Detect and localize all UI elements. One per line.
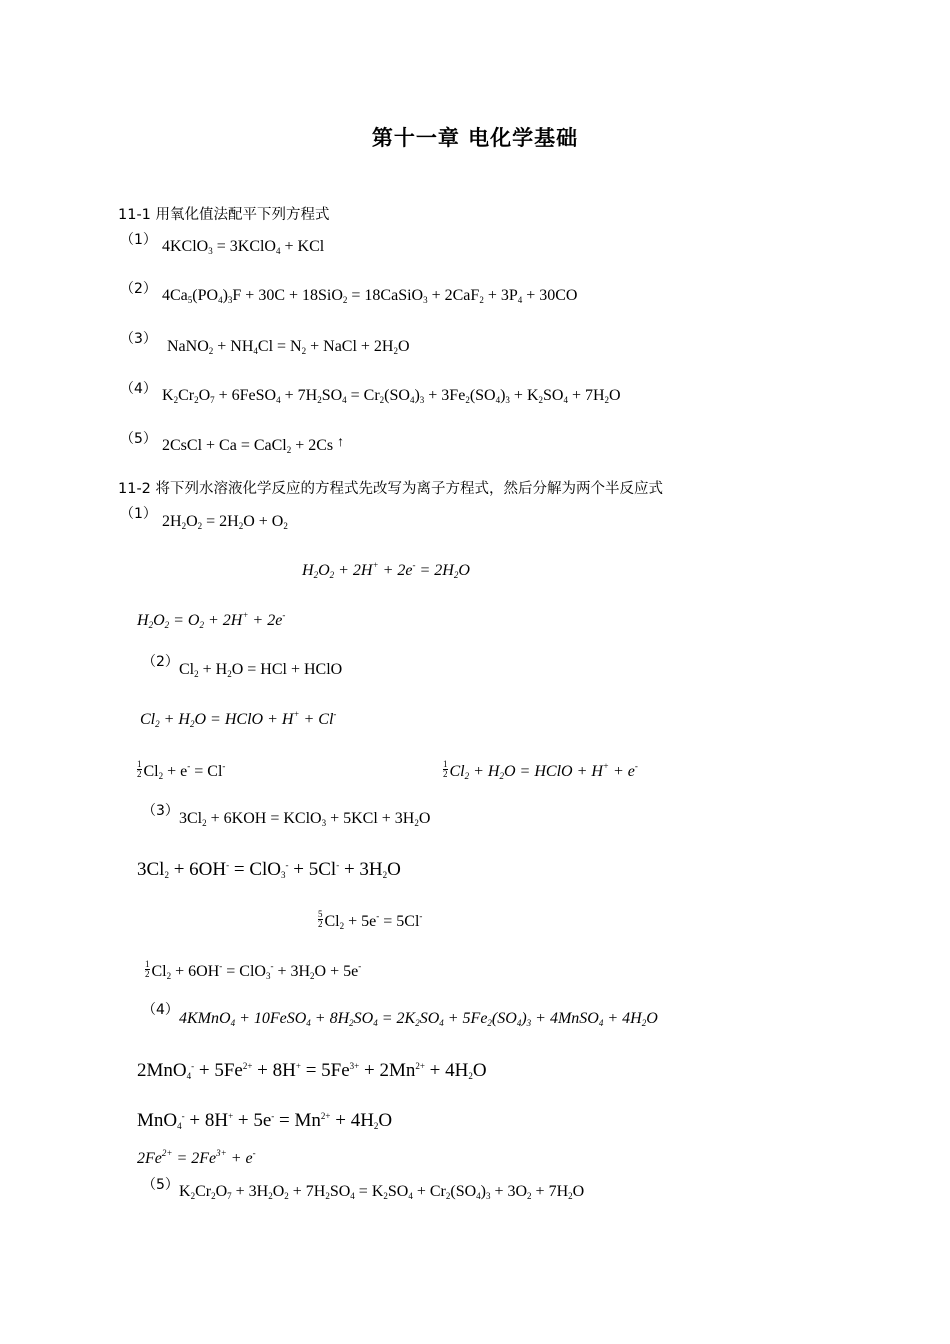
equation-11-2-5: $K_2Cr_2O_7 + 3H_2O_2 + 7H_2SO_4 = K_2SO_4 + Cr_2(SO_4)_3 + 3O_2 + 7H_2O$ — [179, 1183, 585, 1201]
item-number: （4） — [142, 1002, 179, 1018]
half-reaction: $\frac{5}{2}$ $Cl_2 + 5e^- = 5Cl^-$ — [318, 909, 423, 931]
equation-11-2-2: $Cl_2 + H_2O$ = HCl + HClO — [179, 661, 343, 679]
equation-11-2-4: 4KMnO$_4$ + 10FeSO$_4$ + $8H_2SO_4 = 2K_2SO_4 + 5Fe_2(SO_4)_3$ + 4MnSO$_4$ + $4H_2O$ — [179, 1010, 658, 1028]
equation-11-2-1: $2H_2O_2 = 2H_2O + O_2$ — [162, 513, 288, 531]
item-number: （2） — [120, 281, 157, 297]
half-reaction: $MnO_4^- + 8H^+ + 5e^- = Mn^{2+} + 4H_2O$ — [137, 1110, 393, 1131]
half-reaction: $H_2O_2 + 2H^+ + 2e^- = 2H_2O$ — [302, 560, 470, 580]
item-number: （2） — [142, 654, 179, 670]
ionic-equation: $3Cl_2 + 6OH^- = ClO_3^- + 5Cl^- + 3H_2O$ — [137, 859, 401, 880]
item-number: （3） — [120, 331, 157, 347]
item-number: （1） — [120, 506, 157, 522]
item-number: （5） — [120, 431, 157, 447]
half-reaction: $\frac{1}{2}$ $Cl_2 + 6OH^- = ClO_3^- + 3H_2O + 5e^-$ — [145, 959, 362, 981]
item-number: （3） — [142, 803, 179, 819]
equation-11-2-3: $3Cl_2 + 6KOH$ = KClO$_3$ + $5KCl + 3H_2O$ — [179, 810, 431, 828]
half-reaction: $H_2O_2 = O_2 + 2H^+ + 2e^-$ — [137, 610, 286, 630]
item-number: （1） — [120, 232, 157, 248]
ionic-equation: $2MnO_4^- + 5Fe^{2+} + 8H^+ = 5Fe^{3+} + 2Mn^{2+} + 4H_2O$ — [137, 1060, 487, 1081]
half-reaction: $\frac{1}{2}$ $Cl_2 + H_2O$ = HClO + H+ + e- — [443, 759, 638, 781]
item-number: （4） — [120, 381, 157, 397]
equation-11-1-5: 2CsCl + Ca = CaCl$_2$ + 2Cs ↑ — [162, 435, 345, 455]
question-11-1-heading: 11-1 用氧化值法配平下列方程式 — [118, 207, 330, 223]
item-number: （5） — [142, 1177, 179, 1193]
equation-11-1-2: $4Ca_5(PO_4)_3F + 30C + 18SiO_2$ = 18CaSiO$_3$ + $2CaF_2 + 3P_4 + 30CO$ — [162, 287, 578, 305]
question-11-2-heading: 11-2 将下列水溶液化学反应的方程式先改写为离子方程式，然后分解为两个半反应式 — [118, 481, 664, 497]
half-reaction: $\frac{1}{2}$ $Cl_2 + e^- = Cl^-$ — [137, 759, 226, 781]
equation-11-1-4: $K_2Cr_2O_7$ + 6FeSO$_4$ + $7H_2SO_4 = Cr_2(SO_4)_3 + 3Fe_2(SO_4)_3 + K_2SO_4 + 7H_2O$ — [162, 387, 621, 405]
equation-11-1-1: 4KClO$_3$ = 3KClO$_4$ + KCl — [162, 238, 325, 256]
equation-11-1-3: NaNO$_2$ + $NH_4Cl = N_2$ + NaCl + $2H_2O$ — [167, 338, 410, 356]
ionic-equation: $Cl_2 + H_2O$ = HClO + H+ + Cl- — [140, 709, 337, 729]
page-title: 第十一章 电化学基础 — [371, 126, 579, 150]
half-reaction: $2Fe^{2+} = 2Fe^{3+} + e^-$ — [137, 1148, 256, 1167]
